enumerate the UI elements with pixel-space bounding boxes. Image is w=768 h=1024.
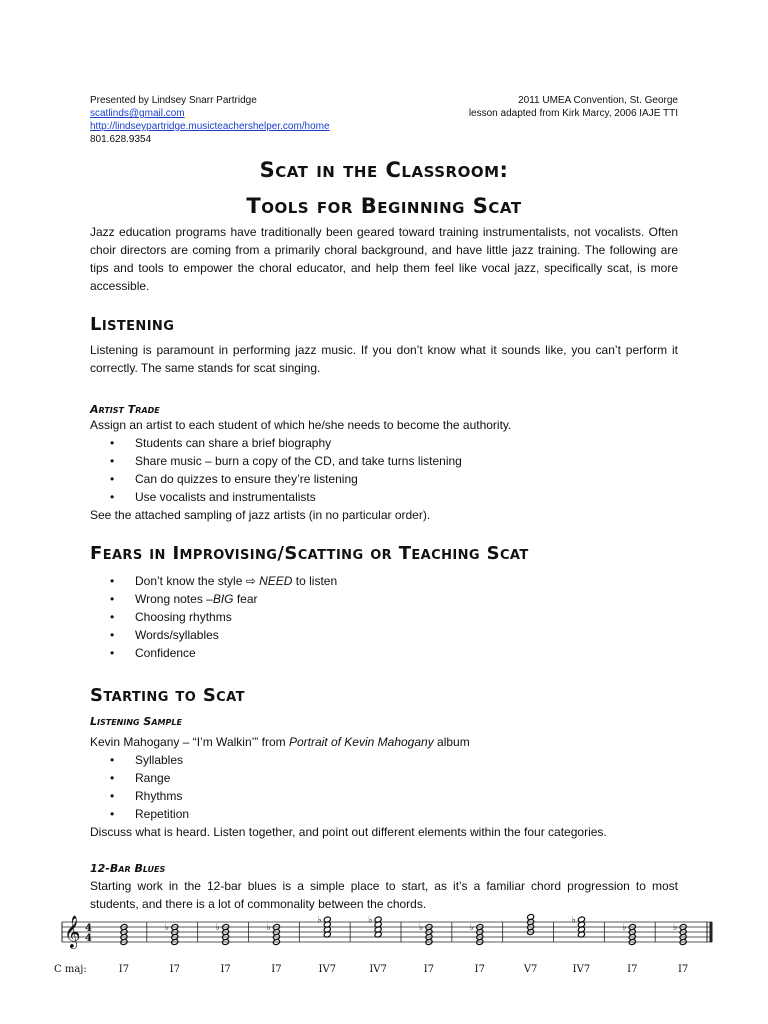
artist-trade-footer: See the attached sampling of jazz artists (in no particular order). [90,508,431,522]
flat-icon: ♭ [368,915,373,926]
chord-label: I7 [627,964,638,975]
list-item: • Confidence [135,644,678,662]
chord-label: I7 [271,964,282,975]
list-item: • Can do quizzes to ensure they’re listening [135,470,678,488]
sample-text: Kevin Mahogany – “I’m Walkin’” from Portrait of Kevin Mahogany album [90,735,470,749]
arrow-icon: ⇨ [245,574,256,588]
list-item: • Students can share a brief biography [135,434,678,452]
time-signature-bottom: 4 [85,933,92,944]
chord-label: IV7 [369,964,387,975]
chord-label: I7 [169,964,180,975]
website-link[interactable]: http://lindseypartridge.musicteachershelper.com/home [90,121,330,132]
chord-label: I7 [474,964,485,975]
flat-icon: ♭ [622,923,627,933]
flat-icon: ♭ [317,915,322,926]
page-title-line2: Tools for Beginning Scat [246,194,522,218]
chord-label: IV7 [572,964,591,975]
treble-clef-icon: 𝄞 [64,915,81,948]
convention-info: 2011 UMEA Convention, St. George [518,95,678,106]
flat-icon: ♭ [266,923,271,933]
artist-trade-heading: Artist Trade [90,403,160,416]
flat-icon: ♭ [673,923,678,933]
flat-icon: ♭ [215,923,220,933]
blues-heading: 12-Bar Blues [90,862,166,875]
list-item: • Syllables [135,751,678,769]
chord-label: I7 [118,964,130,975]
flat-icon: ♭ [571,915,576,926]
flat-icon: ♭ [469,923,475,933]
list-item: • Don’t know the style ⇨ NEED to listen [135,572,678,590]
blues-paragraph: Starting work in the 12-bar blues is a simple place to start, as it’s a familiar chord progression to most students, and there is a lot of commonality between the chords. [90,879,678,911]
flat-icon: ♭ [164,923,170,933]
page-title-line1: Scat in the Classroom: [259,158,509,182]
blues-staff-notation [52,908,718,983]
artist-trade-list [90,434,678,506]
chord-label: I7 [677,964,689,975]
presenter-name: Presented by Lindsey Snarr Partridge [90,95,257,106]
listening-paragraph: Listening is paramount in performing jazz music. If you don’t know what it sounds like, you can’t perform it correctly. The same stands for scat singing. [90,343,678,375]
list-item: • Choosing rhythms [135,608,678,626]
fears-list [90,572,678,662]
flat-icon: ♭ [418,923,424,933]
sample-list [90,751,678,823]
starting-heading: Starting to Scat [90,685,245,706]
list-item: • Repetition [135,805,678,823]
header-left [90,94,330,146]
artist-trade-text: Assign an artist to each student of which he/she needs to become the authority. [90,418,512,432]
list-item: • Share music – burn a copy of the CD, and take turns listening [135,452,678,470]
list-item: • Words/syllables [135,626,678,644]
chord-label: V7 [523,964,538,975]
listening-heading: Listening [90,314,175,335]
key-label: C maj: [54,964,87,975]
list-item: • Wrong notes –BIG fear [135,590,678,608]
time-signature-top: 4 [85,923,92,934]
artist-trade-section [90,416,678,524]
list-item: • Range [135,769,678,787]
listening-sample-section [90,733,678,841]
fears-heading: Fears in Improvising/Scatting or Teaching Scat [90,543,529,564]
phone-number: 801.628.9354 [90,134,152,145]
discuss-text: Discuss what is heard. Listen together, and point out different elements within the four categories. [90,825,607,839]
intro-paragraph: Jazz education programs have traditionally been geared toward training instrumentalists, not vocalists. Often choir directors are coming from a primarily choral background, and have little jazz training. The following are tips and tools to empower the choral educator, and help them feel like vocal jazz, specifically scat, is more accessible. [90,225,678,293]
fears-section [90,572,678,662]
chord-label: I7 [220,964,231,975]
adapted-from: lesson adapted from Kirk Marcy, 2006 IAJE TTI [468,108,678,119]
list-item: • Use vocalists and instrumentalists [135,488,678,506]
chord-label: I7 [423,964,435,975]
header-right [469,94,678,120]
chord-label: IV7 [318,964,337,975]
listening-sample-heading: Listening Sample [90,715,182,728]
email-link[interactable]: scatlinds@gmail.com [90,108,185,119]
list-item: • Rhythms [135,787,678,805]
